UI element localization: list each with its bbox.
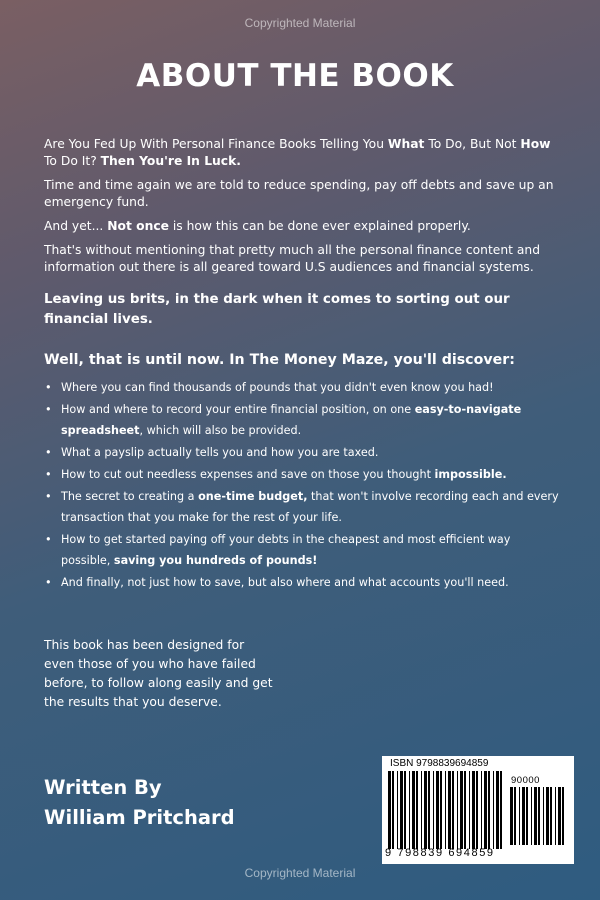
benefits-list — [44, 377, 559, 593]
price-code: 90000 — [511, 775, 540, 786]
list-item: • How to get started paying off your debts in the cheapest and most efficient way possible, saving you hundreds of pounds! — [44, 529, 559, 571]
price-barcode-bars — [510, 787, 568, 845]
list-item: • And finally, not just how to save, but also where and what accounts you'll need. — [44, 572, 559, 593]
list-item: • What a payslip actually tells you and how you are taxed. — [44, 442, 559, 463]
paragraph-us-audiences: That's without mentioning that pretty much all the personal finance content and information out there is all geared toward U.S audiences and financial systems. — [44, 243, 541, 274]
discover-heading: Well, that is until now. In The Money Maze, you'll discover: — [44, 352, 515, 368]
list-item: • How to cut out needless expenses and save on those you thought impossible. — [44, 464, 559, 485]
copyright-watermark-bottom: Copyrighted Material — [244, 866, 356, 880]
list-item: • The secret to creating a one-time budget, that won't involve recording each and every transaction that you make for the rest of your life. — [44, 486, 559, 528]
barcode-number: 9 798839 694859 — [385, 847, 495, 859]
page-title: ABOUT THE BOOK — [136, 58, 454, 94]
paragraph-not-once: And yet... Not once is how this can be done ever explained properly. — [44, 219, 471, 233]
isbn-barcode — [382, 756, 574, 864]
isbn-label: ISBN 9798839694859 — [390, 758, 489, 769]
paragraph-brits: Leaving us brits, in the dark when it comes to sorting out our financial lives. — [44, 292, 510, 327]
list-item: • Where you can find thousands of pounds that you didn't even know you had! — [44, 377, 559, 398]
author-name: William Pritchard — [44, 806, 235, 829]
list-item: • How and where to record your entire financial position, on one easy-to-navigate spreadsheet, which will also be provided. — [44, 399, 559, 441]
barcode-bars — [388, 771, 506, 849]
paragraph-time: Time and time again we are told to reduce spending, pay off debts and save up an emergency fund. — [44, 178, 554, 209]
author-credit — [44, 773, 235, 833]
intro-question: Are You Fed Up With Personal Finance Books Telling You What To Do, But Not How To Do It? Then You're In Luck. — [44, 137, 551, 168]
written-by-label: Written By — [44, 776, 162, 799]
designed-paragraph: This book has been designed for even those of you who have failed before, to follow along easily and get the results that you deserve. — [44, 638, 273, 709]
copyright-watermark-top: Copyrighted Material — [244, 16, 356, 30]
description-block — [44, 136, 559, 594]
